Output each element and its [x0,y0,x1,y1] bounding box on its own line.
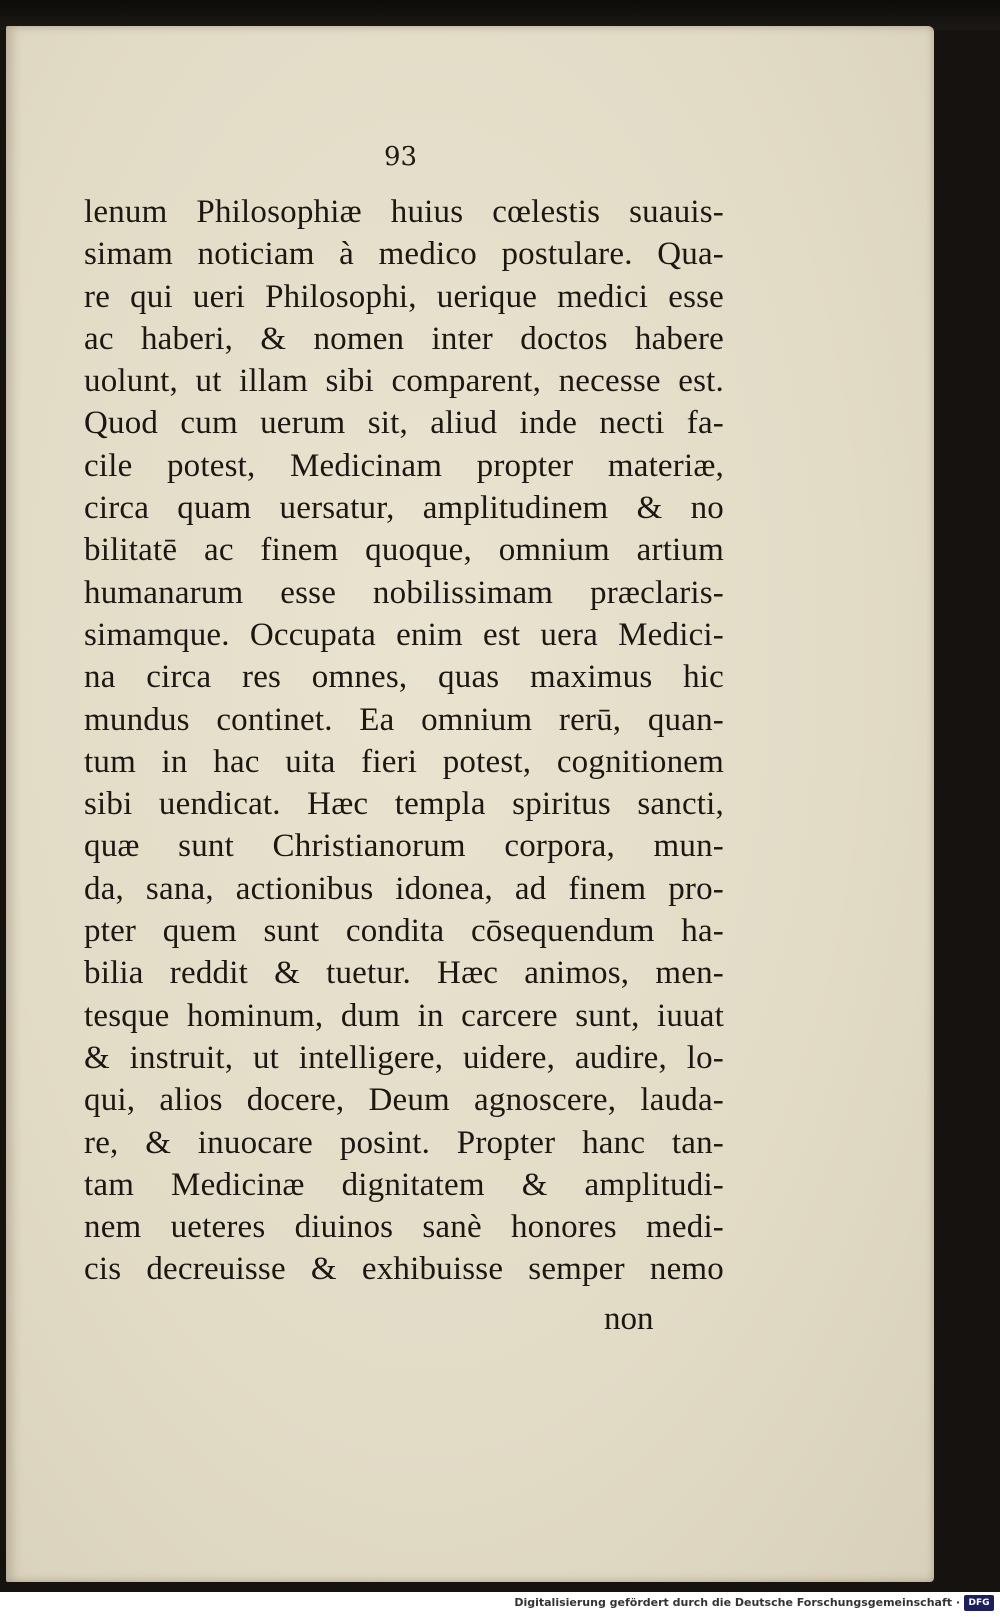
text-line: qui, alios docere, Deum agnoscere, lauda- [84,1082,724,1119]
text-line: ac haberi, & nomen inter doctos habere [84,320,724,357]
text-line: bilitatē ac finem quoque, omnium artium [84,532,724,569]
text-line: tam Medicinæ dignitatem & amplitudi- [84,1166,724,1203]
text-line: Quod cum uerum sit, aliud inde necti fa- [84,405,724,442]
text-line: simam noticiam à medico postulare. Qua- [84,236,724,273]
catchword: non [604,1301,654,1337]
text-line: da, sana, actionibus idonea, ad finem pro- [84,870,724,907]
text-line: circa quam uersatur, amplitudinem & no [84,490,724,527]
body-text [84,191,724,1291]
page-number: 93 [384,142,418,172]
text-line: lenum Philosophiæ huius cœlestis suauis- [84,194,724,230]
text-line: tesque hominum, dum in carcere sunt, iuuat [84,997,724,1034]
text-line: quæ sunt Christianorum corpora, mun- [84,828,724,865]
text-line: re, & inuocare posint. Propter hanc tan- [84,1124,724,1161]
text-line: bilia reddit & tuetur. Hæc animos, men- [84,955,724,992]
text-line: uolunt, ut illam sibi comparent, necesse est. [84,363,724,400]
dfg-logo-icon: DFG [964,1595,994,1611]
text-line: re qui ueri Philosophi, uerique medici esse [84,278,724,315]
text-line: cis decreuisse & exhibuisse semper nemo [84,1251,724,1288]
text-line: tum in hac uita fieri potest, cognitionem [84,743,724,780]
book-page [6,26,934,1582]
digitization-footer [0,1592,1000,1617]
text-line: cile potest, Medicinam propter materiæ, [84,447,724,484]
text-line: humanarum esse nobilissimam præclaris- [84,574,724,611]
text-line: na circa res omnes, quas maximus hic [84,659,724,696]
text-line: nem ueteres diuinos sanè honores medi- [84,1209,724,1246]
text-line: simamque. Occupata enim est uera Medici- [84,616,724,653]
text-line: sibi uendicat. Hæc templa spiritus sancti, [84,786,724,823]
text-line: mundus continet. Ea omnium rerū, quan- [84,701,724,738]
text-line: & instruit, ut intelligere, uidere, audire, lo- [84,1039,724,1076]
footer-credit: Digitalisierung gefördert durch die Deutsche Forschungsgemeinschaft · [514,1596,960,1609]
text-line: pter quem sunt condita cōsequendum ha- [84,913,724,950]
